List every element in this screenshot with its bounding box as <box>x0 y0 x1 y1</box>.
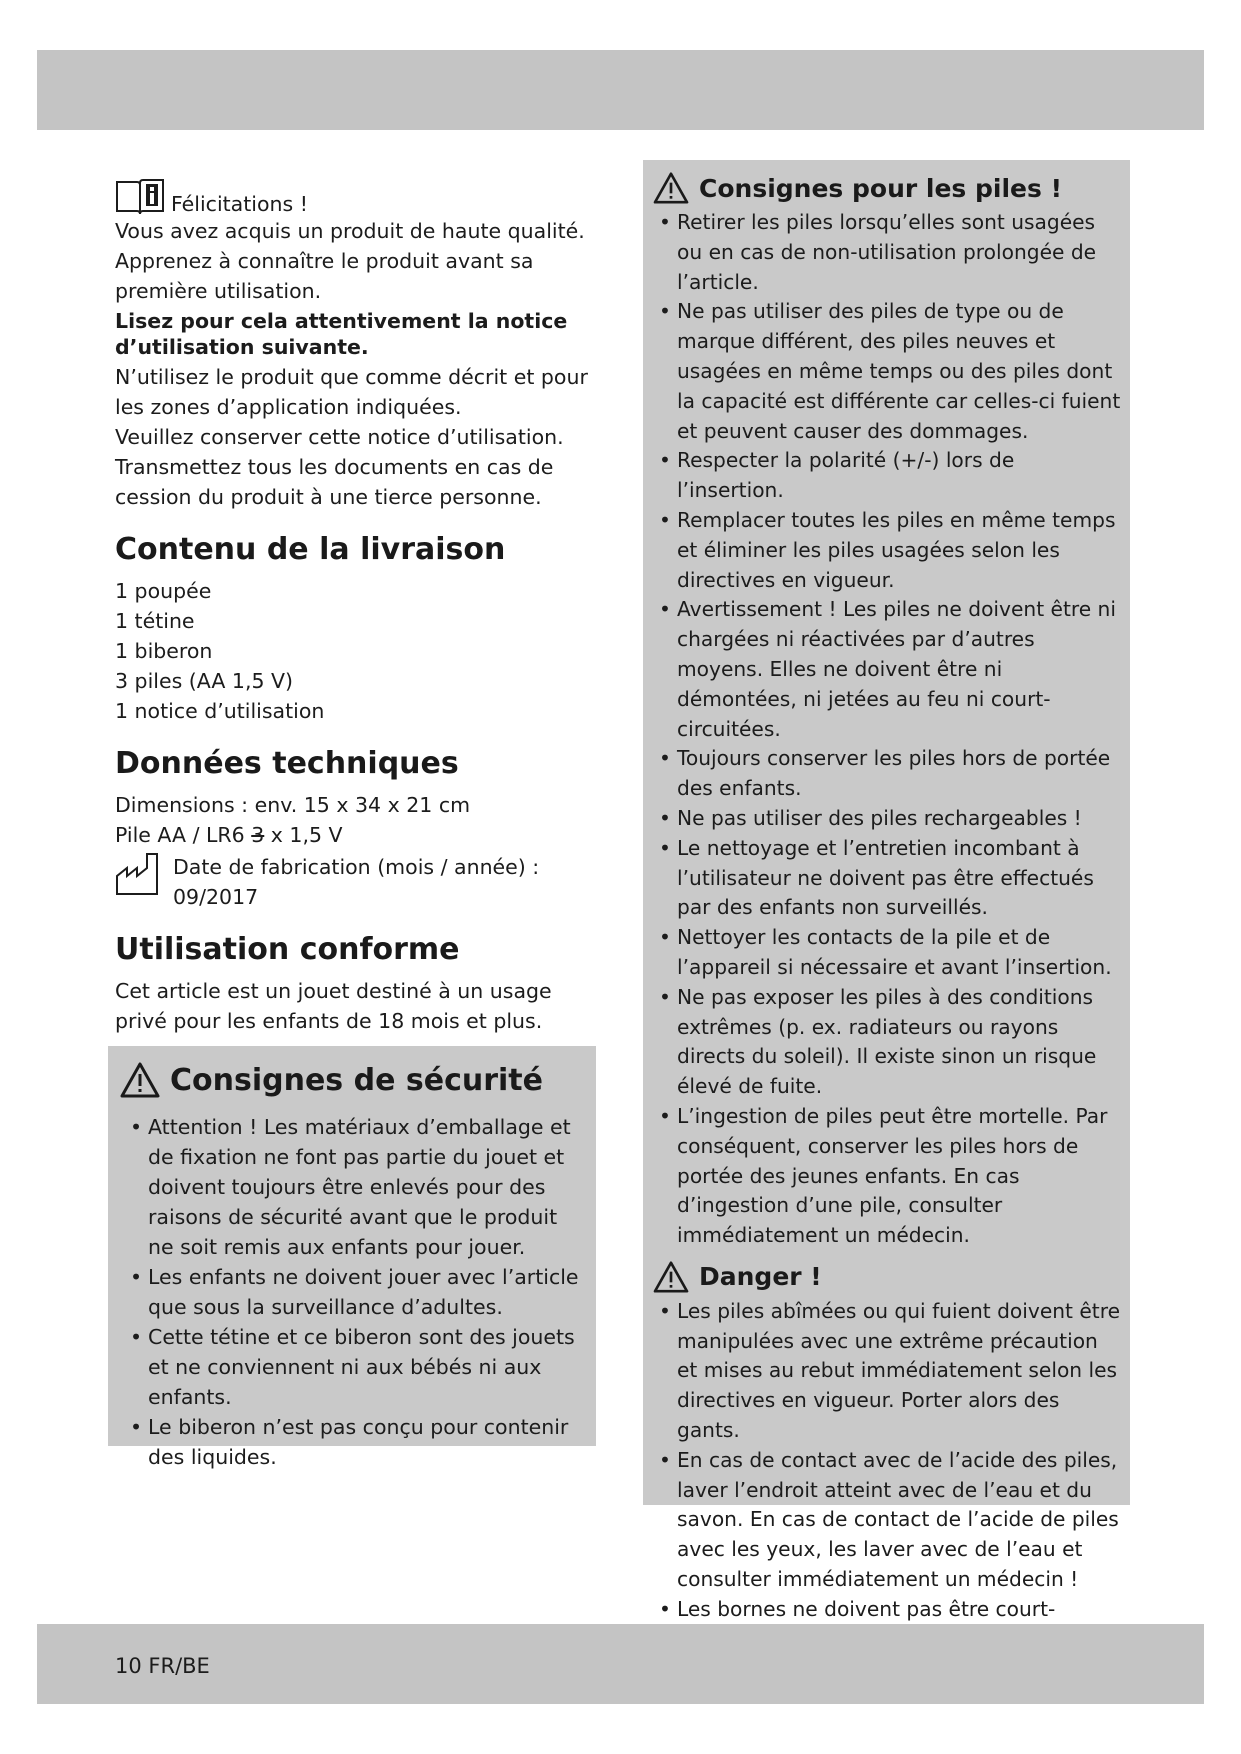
manufacture-date-value: 09/2017 <box>173 885 259 909</box>
tech-heading: Données techniques <box>115 746 459 781</box>
battery-type: Pile AA / LR6 <box>115 823 252 847</box>
list-item: • Ne pas utiliser des piles rechargeables ! <box>651 804 1122 834</box>
list-item: • Remplacer toutes les piles en même temps et éliminer les piles usagées selon les directives en vigueur. <box>651 506 1122 595</box>
list-item: • Retirer les piles lorsqu’elles sont usagées ou en cas de non-utilisation prolongée de l’article. <box>651 208 1122 297</box>
info-book-icon <box>115 178 165 216</box>
contents-item: 1 tétine <box>115 609 195 633</box>
list-item: • Le nettoyage et l’entretien incombant à l’utilisateur ne doivent pas être effectués par des enfants non surveillés. <box>651 834 1122 923</box>
contents-heading: Contenu de la livraison <box>115 532 506 567</box>
manufacture-date <box>115 852 595 912</box>
danger-list <box>643 1293 1130 1655</box>
list-item: • Nettoyer les contacts de la pile et de l’appareil si nécessaire et avant l’insertion. <box>651 923 1122 983</box>
header-band <box>37 50 1204 130</box>
list-item: • Ne pas exposer les piles à des conditions extrêmes (p. ex. radiateurs ou rayons directs du soleil). Il existe sinon un risque élevé de fuite. <box>651 983 1122 1102</box>
intro-line-4: Veuillez conserver cette notice d’utilisation. <box>115 425 564 449</box>
warning-icon <box>120 1062 160 1098</box>
contents-item: 1 poupée <box>115 579 212 603</box>
footer-band <box>37 1624 1204 1704</box>
list-item: • Ne pas utiliser des piles de type ou de marque différent, des piles neuves et usagées en même temps ou des piles dont la capacité est différente car celles-ci fuient et peuvent causer des dommages. <box>651 297 1122 446</box>
list-item: • Toujours conserver les piles hors de portée des enfants. <box>651 744 1122 804</box>
contents-item: 1 notice d’utilisation <box>115 699 325 723</box>
warning-icon <box>653 1261 689 1293</box>
list-item: • Les bornes ne doivent pas être court- <box>651 1595 1122 1655</box>
safety-heading: Consignes de sécurité <box>170 1062 543 1098</box>
battery-count-struck: 3 <box>251 823 265 847</box>
list-item: • En cas de contact avec de l’acide des piles, laver l’endroit atteint avec de l’eau et du savon. En cas de contact de l’acide de piles avec les yeux, les laver avec de l’eau et consulter immédiatement un médecin ! <box>651 1446 1122 1595</box>
intro-line-3: N’utilisez le produit que comme décrit et pour les zones d’application indiquées. <box>115 365 588 419</box>
page-number: 10 FR/BE <box>115 1654 210 1678</box>
list-item: • Les enfants ne doivent jouer avec l’article que sous la surveillance d’adultes. <box>122 1262 584 1322</box>
battery-title <box>643 160 1130 204</box>
tech-dimensions: Dimensions : env. 15 x 34 x 21 cm <box>115 793 471 817</box>
list-item: • Le biberon n’est pas conçu pour contenir des liquides. <box>122 1412 584 1472</box>
warning-icon <box>653 172 689 204</box>
safety-list <box>108 1102 596 1472</box>
list-item: • Respecter la polarité (+/-) lors de l’insertion. <box>651 446 1122 506</box>
intro-title: Félicitations ! <box>171 192 308 216</box>
list-item: • L’ingestion de piles peut être mortelle. Par conséquent, conserver les piles hors de portée des jeunes enfants. En cas d’ingestion d’une pile, consulter immédiatement un médecin. <box>651 1102 1122 1251</box>
battery-list <box>643 204 1130 1251</box>
intro-line-1: Vous avez acquis un produit de haute qualité. <box>115 219 585 243</box>
intro-line-2: Apprenez à connaître le produit avant sa première utilisation. <box>115 249 534 303</box>
usage-text: Cet article est un jouet destiné à un usage privé pour les enfants de 18 mois et plus. <box>115 979 552 1033</box>
list-item: • Les piles abîmées ou qui fuient doivent être manipulées avec une extrême précaution et mises au rebut immédiatement selon les directives en vigueur. Porter alors des gants. <box>651 1297 1122 1446</box>
usage-heading: Utilisation conforme <box>115 932 460 967</box>
danger-title <box>643 1261 1130 1293</box>
safety-title <box>108 1046 596 1102</box>
intro-bold-instruction: Lisez pour cela attentivement la notice d’utilisation suivante. <box>115 309 568 359</box>
safety-box <box>108 1046 596 1469</box>
battery-box <box>643 160 1130 1621</box>
left-column <box>115 178 595 1036</box>
tech-battery <box>115 820 595 850</box>
factory-icon <box>115 852 165 896</box>
list-item: • Attention ! Les matériaux d’emballage et de fixation ne font pas partie du jouet et doivent toujours être enlevés pour des raisons de sécurité avant que le produit ne soit remis aux enfants pour jouer. <box>122 1112 584 1262</box>
battery-heading: Consignes pour les piles ! <box>699 173 1062 203</box>
manufacture-date-label: Date de fabrication (mois / année) : <box>173 855 540 879</box>
intro-line-5: Transmettez tous les documents en cas de cession du produit à une tierce personne. <box>115 455 554 509</box>
list-item: • Cette tétine et ce biberon sont des jouets et ne conviennent ni aux bébés ni aux enfants. <box>122 1322 584 1412</box>
contents-item: 3 piles (AA 1,5 V) <box>115 669 294 693</box>
list-item: • Avertissement ! Les piles ne doivent être ni chargées ni réactivées par d’autres moyens. Elles ne doivent être ni démontées, ni jetées au feu ni court-circuitées. <box>651 595 1122 744</box>
danger-heading: Danger ! <box>699 1262 822 1292</box>
battery-voltage: x 1,5 V <box>264 823 343 847</box>
contents-item: 1 biberon <box>115 639 213 663</box>
intro-header <box>115 178 595 216</box>
